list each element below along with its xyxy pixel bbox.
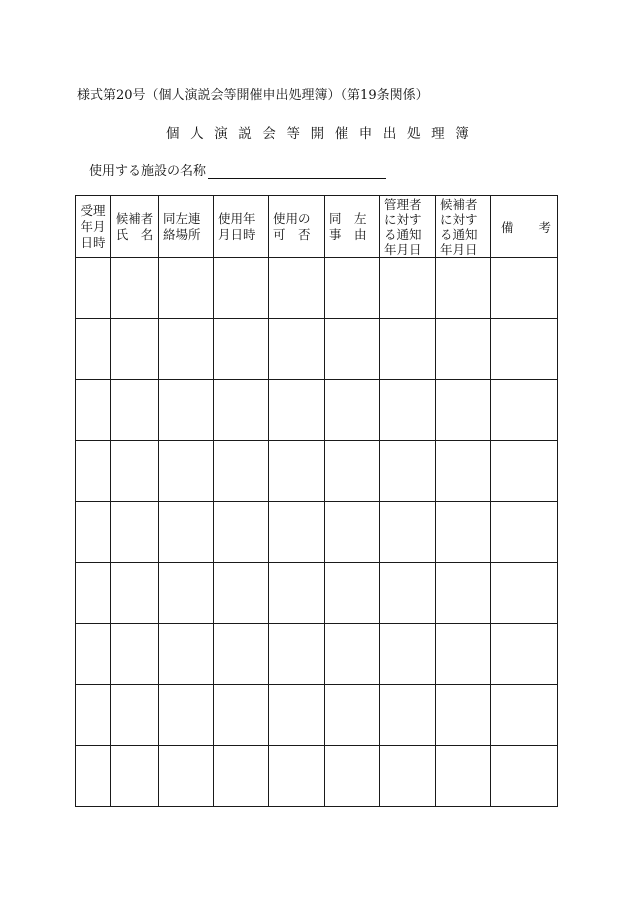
header-use-permission	[269, 196, 325, 258]
table-cell[interactable]	[380, 624, 436, 685]
table-cell[interactable]	[76, 319, 111, 380]
table-cell[interactable]	[269, 258, 325, 319]
header-line: る通知	[384, 226, 422, 242]
table-row	[76, 563, 558, 624]
table-cell[interactable]	[159, 502, 214, 563]
table-row	[76, 746, 558, 807]
header-contact-location	[159, 196, 214, 258]
header-line: 年月	[80, 218, 106, 234]
header-line: 年月日	[440, 241, 478, 257]
table-cell[interactable]	[111, 624, 159, 685]
table-cell[interactable]	[325, 563, 380, 624]
table-header-row	[76, 196, 558, 258]
form-number-label: 様式第20号（個人演説会等開催申出処理簿）（第19条関係）	[77, 88, 429, 103]
table-cell[interactable]	[436, 685, 491, 746]
table-cell[interactable]	[380, 502, 436, 563]
table-cell[interactable]	[491, 685, 558, 746]
table-cell[interactable]	[491, 563, 558, 624]
table-cell[interactable]	[214, 746, 269, 807]
header-line: 同 左	[329, 210, 367, 226]
table-cell[interactable]	[269, 624, 325, 685]
table-cell[interactable]	[76, 502, 111, 563]
facility-name-field[interactable]	[208, 164, 386, 179]
header-manager-notice-date	[380, 196, 436, 258]
table-cell[interactable]	[76, 441, 111, 502]
table-cell[interactable]	[491, 380, 558, 441]
table-cell[interactable]	[214, 502, 269, 563]
table-cell[interactable]	[111, 502, 159, 563]
table-cell[interactable]	[159, 563, 214, 624]
header-remarks	[491, 196, 558, 258]
table-cell[interactable]	[214, 685, 269, 746]
table-cell[interactable]	[436, 563, 491, 624]
document-title: 個人演説会等開催申出処理簿	[166, 126, 480, 142]
table-cell[interactable]	[159, 380, 214, 441]
processing-register-table	[75, 195, 558, 807]
table-cell[interactable]	[214, 319, 269, 380]
table-cell[interactable]	[111, 319, 159, 380]
header-line: 同左連	[163, 210, 201, 226]
header-use-datetime	[214, 196, 269, 258]
header-line: 使用の	[273, 210, 311, 226]
table-cell[interactable]	[380, 746, 436, 807]
header-line: 日時	[80, 234, 106, 250]
table-cell[interactable]	[380, 563, 436, 624]
table-row	[76, 441, 558, 502]
header-line: 受理	[80, 202, 106, 218]
table-cell[interactable]	[325, 258, 380, 319]
table-cell[interactable]	[269, 563, 325, 624]
table-cell[interactable]	[380, 258, 436, 319]
table-cell[interactable]	[491, 319, 558, 380]
header-candidate-notice-date	[436, 196, 491, 258]
table-cell[interactable]	[76, 624, 111, 685]
header-reason	[325, 196, 380, 258]
table-cell[interactable]	[159, 685, 214, 746]
table-cell[interactable]	[76, 746, 111, 807]
table-cell[interactable]	[269, 685, 325, 746]
header-candidate-name	[111, 196, 159, 258]
table-cell[interactable]	[436, 624, 491, 685]
table-cell[interactable]	[76, 563, 111, 624]
table-cell[interactable]	[491, 441, 558, 502]
table-cell[interactable]	[380, 380, 436, 441]
table-cell[interactable]	[491, 624, 558, 685]
table-row	[76, 624, 558, 685]
table-cell[interactable]	[380, 319, 436, 380]
header-line: 候補者	[440, 196, 478, 212]
header-line: 考	[538, 219, 551, 235]
header-line: 使用年	[218, 210, 256, 226]
header-line: 候補者	[115, 210, 154, 226]
table-cell[interactable]	[76, 685, 111, 746]
header-line: 氏 名	[115, 226, 154, 242]
table-cell[interactable]	[111, 441, 159, 502]
table-cell[interactable]	[269, 319, 325, 380]
table-cell[interactable]	[214, 380, 269, 441]
table-cell[interactable]	[269, 502, 325, 563]
table-cell[interactable]	[325, 685, 380, 746]
header-receipt-datetime	[76, 196, 111, 258]
table-cell[interactable]	[436, 380, 491, 441]
table-cell[interactable]	[214, 624, 269, 685]
header-line: に対す	[440, 211, 478, 227]
table-cell[interactable]	[436, 258, 491, 319]
header-line: 可 否	[273, 226, 311, 242]
table-cell[interactable]	[111, 746, 159, 807]
table-cell[interactable]	[214, 441, 269, 502]
table-cell[interactable]	[436, 441, 491, 502]
table-cell[interactable]	[269, 380, 325, 441]
table-cell[interactable]	[159, 746, 214, 807]
table-cell[interactable]	[325, 441, 380, 502]
table-cell[interactable]	[214, 258, 269, 319]
table-cell[interactable]	[269, 441, 325, 502]
header-line: 年月日	[384, 241, 422, 257]
facility-name-label: 使用する施設の名称	[89, 164, 207, 179]
table-cell[interactable]	[325, 746, 380, 807]
table-cell[interactable]	[325, 624, 380, 685]
facility-name-line	[89, 160, 386, 179]
table-row	[76, 502, 558, 563]
header-line: 事 由	[329, 226, 367, 242]
table-cell[interactable]	[269, 746, 325, 807]
table-row	[76, 258, 558, 319]
table-cell[interactable]	[76, 380, 111, 441]
table-row	[76, 380, 558, 441]
table-cell[interactable]	[159, 624, 214, 685]
table-row	[76, 319, 558, 380]
header-line: る通知	[440, 226, 478, 242]
table-cell[interactable]	[159, 441, 214, 502]
table-cell[interactable]	[491, 258, 558, 319]
table-cell[interactable]	[325, 502, 380, 563]
header-line: 月日時	[218, 226, 256, 242]
table-cell[interactable]	[325, 319, 380, 380]
table-cell[interactable]	[325, 380, 380, 441]
table-cell[interactable]	[214, 563, 269, 624]
table-cell[interactable]	[436, 319, 491, 380]
table-body	[76, 258, 558, 807]
table-cell[interactable]	[76, 258, 111, 319]
table-cell[interactable]	[436, 746, 491, 807]
table-cell[interactable]	[111, 380, 159, 441]
table-cell[interactable]	[159, 319, 214, 380]
table-cell[interactable]	[111, 563, 159, 624]
table-cell[interactable]	[111, 685, 159, 746]
table-cell[interactable]	[380, 685, 436, 746]
header-line: 絡場所	[163, 226, 201, 242]
table-row	[76, 685, 558, 746]
header-line: に対す	[384, 211, 422, 227]
table-cell[interactable]	[436, 502, 491, 563]
table-cell[interactable]	[380, 441, 436, 502]
header-line: 備	[501, 219, 514, 235]
header-line: 管理者	[384, 196, 422, 212]
table-cell[interactable]	[491, 746, 558, 807]
table-cell[interactable]	[111, 258, 159, 319]
table-cell[interactable]	[491, 502, 558, 563]
table-cell[interactable]	[159, 258, 214, 319]
